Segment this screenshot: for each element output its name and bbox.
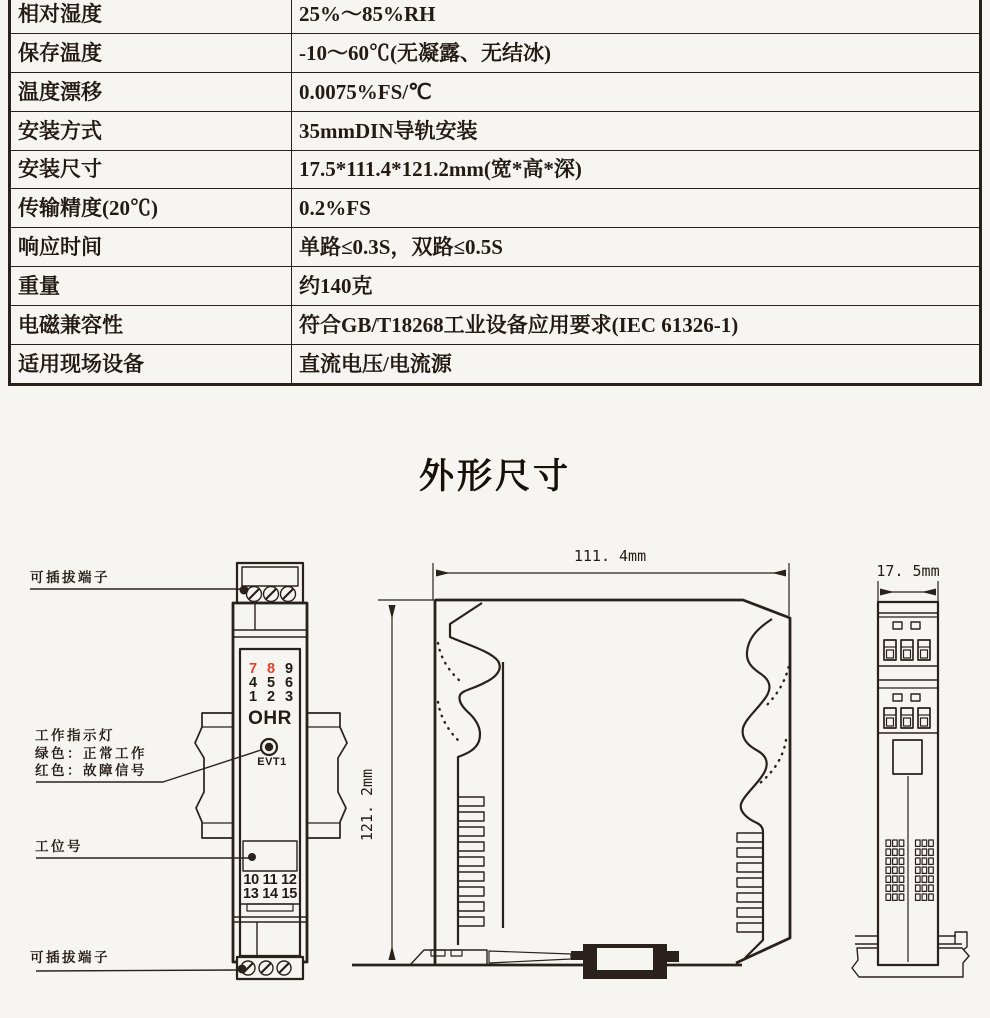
spec-value-cell: 直流电压/电流源 bbox=[292, 345, 981, 385]
vent-slots-left bbox=[458, 797, 484, 926]
leader-dot bbox=[248, 853, 256, 861]
spec-label-cell: 安装方式 bbox=[10, 111, 292, 150]
terminal-number: 4 bbox=[248, 675, 258, 691]
width-dimension bbox=[433, 547, 789, 616]
side-view bbox=[352, 547, 790, 979]
front-view bbox=[30, 563, 347, 979]
callout-terminal-bottom: 可插拔端子 bbox=[30, 950, 110, 965]
spec-label-cell: 电磁兼容性 bbox=[10, 306, 292, 345]
spec-value-cell: -10～60℃(无凝露、无结冰) bbox=[292, 33, 981, 72]
dim-width-label: 111. 4mm bbox=[573, 547, 647, 565]
terminal-number: 9 bbox=[284, 661, 294, 677]
depth-dimension bbox=[876, 562, 939, 602]
spec-label-cell: 保存温度 bbox=[10, 33, 292, 72]
spec-label-cell: 重量 bbox=[10, 267, 292, 306]
callout-indicator-title: 工作指示灯 bbox=[35, 728, 115, 743]
dim-height-label: 121. 2mm bbox=[358, 768, 376, 842]
table-row bbox=[10, 345, 981, 385]
brand-logo-text: OHR bbox=[248, 708, 292, 729]
leader-dot bbox=[238, 965, 247, 974]
terminal-number: 2 bbox=[266, 689, 276, 705]
din-clip-block bbox=[571, 944, 679, 979]
spec-label-cell: 传输精度(20℃) bbox=[10, 189, 292, 228]
callout-indicator-red: 红色：故障信号 bbox=[35, 763, 147, 778]
spec-value-cell: 0.2%FS bbox=[292, 189, 981, 228]
spec-table bbox=[8, 0, 982, 386]
spec-value-cell: 约140克 bbox=[292, 267, 981, 306]
terminal-screws-top bbox=[247, 587, 296, 602]
table-row bbox=[10, 0, 981, 33]
dim-depth-label: 17. 5mm bbox=[876, 562, 940, 580]
status-led bbox=[261, 739, 277, 755]
terminal-number: 5 bbox=[266, 675, 276, 691]
callout-terminal-top: 可插拔端子 bbox=[30, 570, 110, 585]
terminal-number-grid bbox=[249, 661, 293, 705]
table-row bbox=[10, 228, 981, 267]
terminal-screws-bottom bbox=[241, 961, 291, 975]
table-row bbox=[10, 306, 981, 345]
spec-label-cell: 温度漂移 bbox=[10, 72, 292, 111]
terminal-number: 3 bbox=[284, 689, 294, 705]
module-body-front bbox=[233, 603, 307, 962]
terminal-number: 8 bbox=[266, 661, 276, 677]
spec-value-cell: 单路≤0.3S，双路≤0.5S bbox=[292, 228, 981, 267]
spec-label-cell: 安装尺寸 bbox=[10, 150, 292, 189]
spec-label-cell: 响应时间 bbox=[10, 228, 292, 267]
callout-indicator-green: 绿色：正常工作 bbox=[35, 746, 147, 761]
table-row bbox=[10, 150, 981, 189]
terminal-number: 7 bbox=[248, 661, 258, 677]
bottom-terminal-numbers-row1: 10 11 12 bbox=[243, 872, 297, 888]
outline-drawing bbox=[0, 540, 990, 1018]
top-terminal-block bbox=[237, 563, 303, 603]
end-view bbox=[852, 562, 969, 977]
led-label: EVT1 bbox=[257, 756, 287, 768]
height-dimension bbox=[358, 600, 435, 959]
table-row bbox=[10, 111, 981, 150]
vent-slots-right bbox=[737, 833, 763, 932]
spec-value-cell: 0.0075%FS/℃ bbox=[292, 72, 981, 111]
module-body-side bbox=[352, 600, 790, 979]
table-row bbox=[10, 189, 981, 228]
table-row bbox=[10, 72, 981, 111]
spec-value-cell: 17.5*111.4*121.2mm(宽*高*深) bbox=[292, 150, 981, 189]
terminal-number: 6 bbox=[284, 675, 294, 691]
table-row bbox=[10, 33, 981, 72]
bottom-terminal-numbers-row2: 13 14 15 bbox=[242, 886, 298, 902]
spec-label-cell: 相对湿度 bbox=[10, 0, 292, 33]
spec-value-cell: 25%～85%RH bbox=[292, 0, 981, 33]
spec-value-cell: 35mmDIN导轨安装 bbox=[292, 111, 981, 150]
module-body-end bbox=[878, 602, 938, 965]
leader-dot bbox=[240, 586, 249, 595]
bottom-terminal-block bbox=[237, 957, 303, 979]
spec-value-cell: 符合GB/T18268工业设备应用要求(IEC 61326-1) bbox=[292, 306, 981, 345]
table-row bbox=[10, 267, 981, 306]
terminal-number: 1 bbox=[248, 689, 258, 705]
section-title: 外形尺寸 bbox=[418, 457, 571, 496]
spec-label-cell: 适用现场设备 bbox=[10, 345, 292, 385]
callout-station: 工位号 bbox=[35, 839, 83, 854]
